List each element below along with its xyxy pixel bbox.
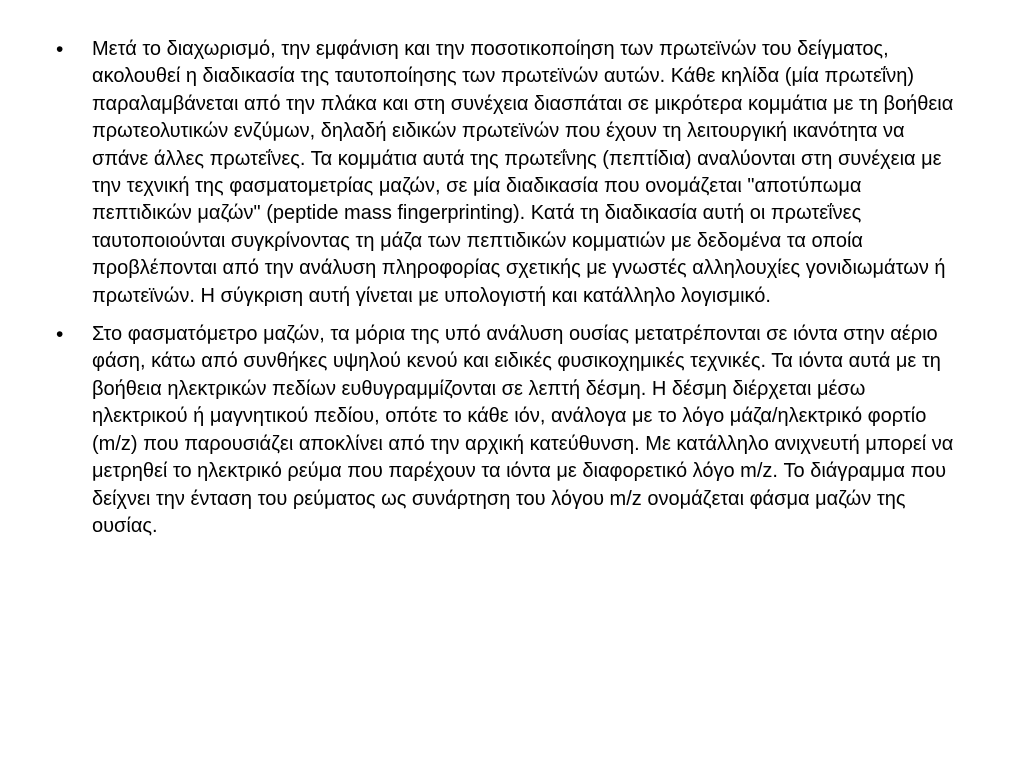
bullet-marker: •	[56, 38, 64, 61]
bullet-item-2	[56, 321, 956, 540]
bullet-text-peptide-fingerprinting: Μετά το διαχωρισμό, την εμφάνιση και την ποσοτικοποίηση των πρωτεϊνών του δείγματος, ακολουθεί η διαδικασία της ταυτοποίησης των πρωτεϊνών αυτών. Κάθε κηλίδα (μία πρωτεΐνη) παραλαμβάνεται από την πλάκα και στη συνέχεια διασπάται σε μικρότερα κομμάτια με τη βοήθεια πρωτεολυτικών ενζύμων, δηλαδή ειδικών πρωτεϊνών που έχουν τη λειτουργική ικανότητα να σπάνε άλλες πρωτεΐνες. Τα κομμάτια αυτά της πρωτεΐνης (πεπτίδια) αναλύονται στη συνέχεια με την τεχνική της φασματομετρίας μαζών, σε μία διαδικασία που ονομάζεται "αποτύπωμα πεπτιδικών μαζών" (peptide mass fingerprinting). Κατά τη διαδικασία αυτή οι πρωτεΐνες ταυτοποιούνται συγκρίνοντας τη μάζα των πεπτιδικών κομματιών με δεδομένα τα οποία προβλέπονται από την ανάλυση πληροφορίας σχετικής με γνωστές αλληλουχίες γονιδιωμάτων ή πρωτεϊνών. Η σύγκριση αυτή γίνεται με υπολογιστή και κατάλληλο λογισμικό.	[92, 38, 954, 307]
bullet-marker: •	[56, 323, 64, 347]
bullet-item-1	[56, 36, 956, 310]
bullet-list	[56, 36, 956, 551]
bullet-text-mass-spectrometer: Στο φασματόμετρο μαζών, τα μόρια της υπό ανάλυση ουσίας μετατρέπονται σε ιόντα στην αέριο φάση, κάτω από συνθήκες υψηλού κενού και ειδικές φυσικοχημικές τεχνικές. Τα ιόντα αυτά με τη βοήθεια ηλεκτρικών πεδίων ευθυγραμμίζονται σε λεπτή δέσμη. Η δέσμη διέρχεται μέσω ηλεκτρικού ή μαγνητικού πεδίου, οπότε το κάθε ιόν, ανάλογα με το λόγο μάζα/ηλεκτρικό φορτίο (m/z) που παρουσιάζει αποκλίνει από την αρχική κατεύθυνση. Με κατάλληλο ανιχνευτή μπορεί να μετρηθεί το ηλεκτρικό ρεύμα που παρέχουν τα ιόντα με διαφορετικό λόγο m/z. Το διάγραμμα που δείχνει την ένταση του ρεύματος ως συνάρτηση του λόγου m/z ονομάζεται φάσμα μαζών της ουσίας.	[92, 323, 954, 537]
